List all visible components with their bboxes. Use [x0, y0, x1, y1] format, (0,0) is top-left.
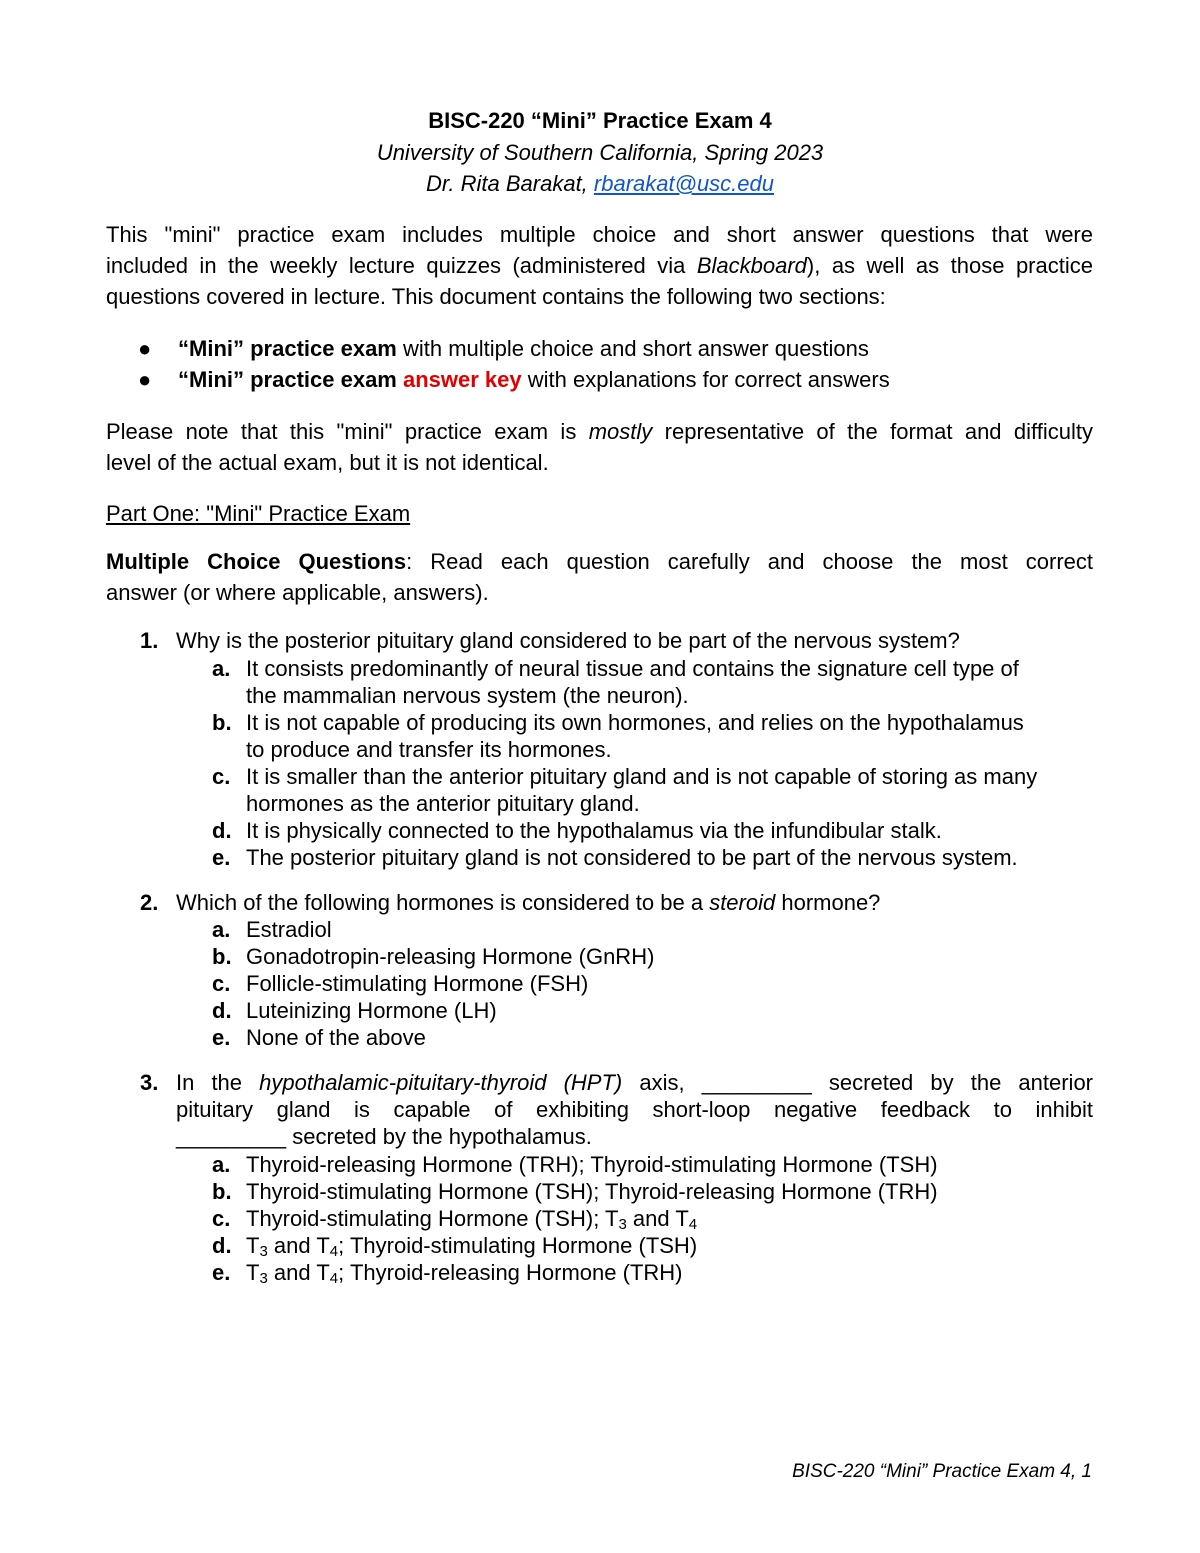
option-text: Thyroid-releasing Hormone (TRH); Thyroid-stimulating Hormone (TSH): [246, 1152, 938, 1177]
bullet-icon: ●: [138, 336, 152, 361]
question-text-line-2: pituitary gland is capable of exhibiting short-loop negative feedback to inhibit: [176, 1097, 1093, 1122]
option-text: Luteinizing Hormone (LH): [246, 998, 497, 1023]
mc-instructions-line-2: answer (or where applicable, answers).: [106, 580, 489, 605]
option-letter: c.: [212, 764, 231, 789]
author-email-link[interactable]: rbarakat@usc.edu: [593, 171, 774, 196]
option-letter: a.: [212, 917, 231, 942]
option-letter: b.: [212, 944, 232, 969]
document-title: BISC-220 “Mini” Practice Exam 4: [428, 108, 772, 133]
option-letter: e.: [212, 845, 231, 870]
option-letter: d.: [212, 818, 232, 843]
option-text-cont: to produce and transfer its hormones.: [246, 737, 612, 762]
answer-key-highlight: answer key: [403, 367, 522, 392]
page-footer: BISC-220 “Mini” Practice Exam 4, 1: [792, 1461, 1092, 1482]
intro-line-2: included in the weekly lecture quizzes (administered via Blackboard), as well as those practice: [106, 253, 1093, 278]
option-text: The posterior pituitary gland is not considered to be part of the nervous system.: [246, 845, 1018, 870]
author-line: [0, 169, 1200, 199]
document-subtitle: University of Southern California, Spring 2023: [376, 140, 824, 165]
question-text: Why is the posterior pituitary gland considered to be part of the nervous system?: [176, 628, 960, 653]
intro-line-3: questions covered in lecture. This document contains the following two sections:: [106, 284, 886, 309]
option-text: It is not capable of producing its own hormones, and relies on the hypothalamus: [246, 710, 1024, 735]
option-text: It is physically connected to the hypothalamus via the infundibular stalk.: [246, 818, 942, 843]
mc-instructions-line-1: Multiple Choice Questions: Read each question carefully and choose the most correct: [106, 549, 1093, 574]
option-text: Thyroid-stimulating Hormone (TSH); $T_3$ and $T_4$: [246, 1206, 698, 1233]
option-text: Gonadotropin-releasing Hormone (GnRH): [246, 944, 655, 969]
option-letter: e.: [212, 1260, 231, 1285]
option-text: It consists predominantly of neural tissue and contains the signature cell type of: [246, 656, 1019, 681]
option-letter: b.: [212, 1179, 232, 1204]
question-text-line-1: In the hypothalamic-pituitary-thyroid (HPT) axis, _________ secreted by the anterior: [176, 1070, 1094, 1095]
author-name: Dr. Rita Barakat,: [426, 171, 594, 196]
option-letter: a.: [212, 656, 231, 681]
question-text-line-3: _________ secreted by the hypothalamus.: [176, 1124, 592, 1149]
note-line-1: Please note that this "mini" practice exam is mostly representative of the format and difficulty: [106, 419, 1093, 444]
option-text: Thyroid-stimulating Hormone (TSH); Thyroid-releasing Hormone (TRH): [246, 1179, 938, 1204]
option-text: $T_3$ and $T_4$; Thyroid-stimulating Hormone (TSH): [246, 1233, 698, 1260]
option-letter: a.: [212, 1152, 231, 1177]
option-text: $T_3$ and $T_4$; Thyroid-releasing Hormone (TRH): [246, 1260, 683, 1287]
note-line-2: level of the actual exam, but it is not identical.: [106, 450, 549, 475]
option-letter: e.: [212, 1025, 231, 1050]
option-letter: c.: [212, 1206, 231, 1231]
option-text: It is smaller than the anterior pituitary gland and is not capable of storing as many: [246, 764, 1038, 789]
question-text: Which of the following hormones is considered to be a steroid hormone?: [176, 890, 881, 915]
question-number: 2.: [140, 890, 159, 915]
option-text: Estradiol: [246, 917, 332, 942]
bullet-icon: ●: [138, 367, 152, 392]
part-one-heading: Part One: "Mini" Practice Exam: [106, 501, 411, 526]
document-page: BISC-220 “Mini” Practice Exam 4 University of Southern California, Spring 2023 Dr. Rita Barakat, rbarakat@usc.edu This "mini" practice exam includes multiple choice and short answer questions that were included in the weekly lecture quizzes (administered via Blackboard), as well as those practice questions covered in lecture. This document contains the following two sections: ● “Mini” practice exam with multiple choice and short answer questions ● “Mini” practice exam answer key with explanations for correct answers Please note that this "mini" practice exam is mostly representative of the format and difficulty level of the actual exam, but it is not identical. Part One: "Mini" Practice Exam Multiple Choice Questions: Read each question carefully and choose the most correct answer (or where applicable, answers). 1. Why is the posterior pituitary gland considered to be part of the nervous system? a. It consists predominantly of neural tissue and contains the signature cell type of the mammalian nervous system (the neuron). b. It is not capable of producing its own hormones, and relies on the hypothalamus to produce and transfer its hormones. c. It is smaller than the anterior pituitary gland and is not capable of storing as many hormones as the anterior pituitary gland. d. It is physically connected to the hypothalamus via the infundibular stalk. e. The posterior pituitary gland is not considered to be part of the nervous system. 2. Which of the following hormones is considered to be a steroid hormone? a. Estradiol b. Gonadotropin-releasing Hormone (GnRH) c. Follicle-stimulating Hormone (FSH) d. Luteinizing Hormone (LH) e. None of the above 3. In the hypothalamic-pituitary-thyroid (HPT) axis, _________ secreted by the anterior pituitary gland is capable of exhibiting short-loop negative feedback to inhibit _________ secreted by the hypothalamus. a. Thyroid-releasing Hormone (TRH); Thyroid-stimulating Hormone (TSH) b. Thyroid-stimulating Hormone (TSH); Thyroid-releasing Hormone (TRH) c. Thyroid-stimulating Hormone (TSH); $T_3$ and $T_4$ d. $T_3$ and $T_4$; Thyroid-stimulating Hormone (TSH) e. $T_3$ and $T_4$; Thyroid-releasing Hormone (TRH) BISC-220 “Mini” Practice Exam 4, 1: [0, 0, 1200, 1553]
question-number: 3.: [140, 1070, 159, 1095]
option-text-cont: the mammalian nervous system (the neuron).: [246, 683, 689, 708]
option-letter: c.: [212, 971, 231, 996]
intro-line-1: This "mini" practice exam includes multiple choice and short answer questions that were: [106, 222, 1093, 247]
question-number: 1.: [140, 628, 159, 653]
option-text: Follicle-stimulating Hormone (FSH): [246, 971, 589, 996]
option-text: None of the above: [246, 1025, 426, 1050]
option-text-cont: hormones as the anterior pituitary gland.: [246, 791, 640, 816]
option-letter: b.: [212, 710, 232, 735]
option-letter: d.: [212, 1233, 232, 1258]
option-letter: d.: [212, 998, 232, 1023]
